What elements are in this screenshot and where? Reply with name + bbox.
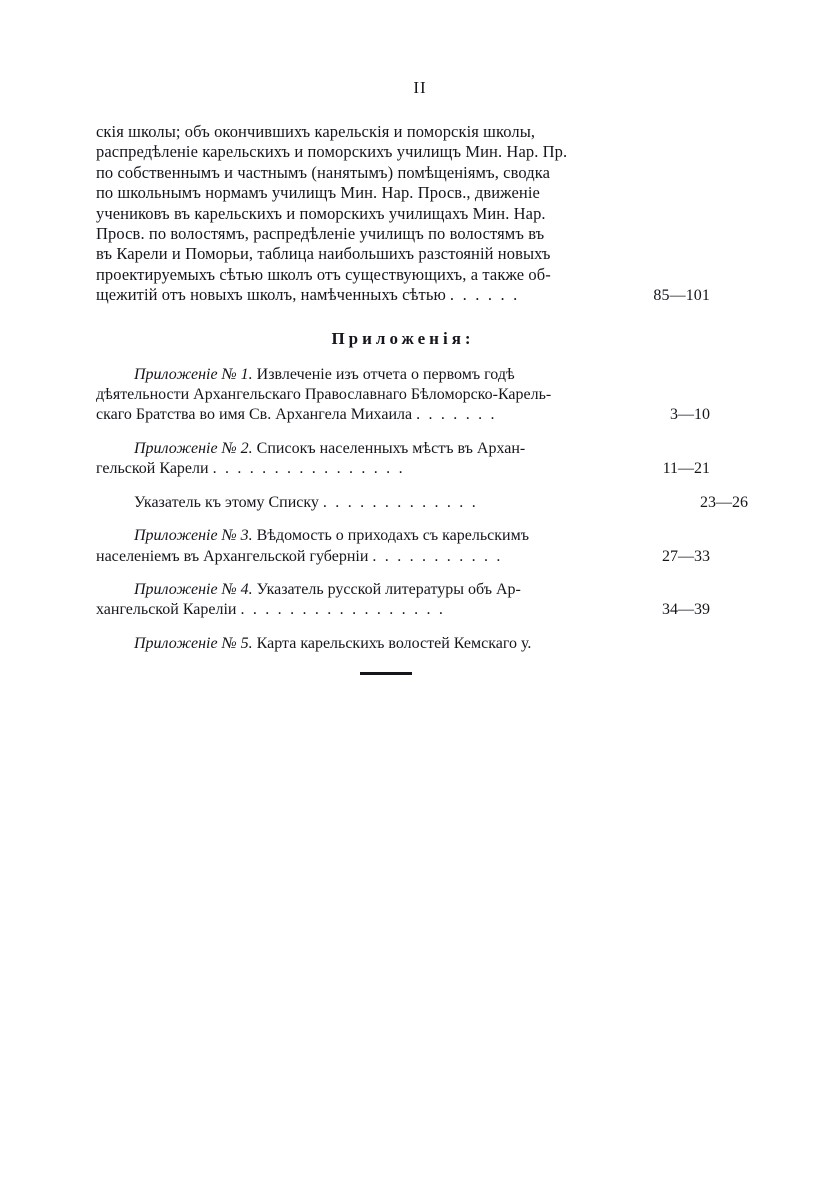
page-range: 34—39 [662,601,710,619]
entry-last-line [96,600,710,620]
paragraph-line [96,142,710,162]
list-item[interactable] [96,634,710,654]
section-divider [360,672,412,675]
page-range: 3—10 [670,406,710,424]
entry-middle-line [96,385,710,405]
paragraph-last-line [96,285,710,306]
paragraph-line [96,204,710,224]
list-item[interactable] [96,365,710,426]
paragraph-line-text: по школьнымъ нормамъ училищъ Мин. Нар. Просв., движеніе [96,183,540,203]
entry-last-line [96,459,710,479]
entry-title-start: Указатель русской литературы объ Ар- [256,580,521,598]
entry-first-line [96,580,748,600]
entry-title-start: Списокъ населенныхъ мѣстъ въ Архан- [256,439,526,457]
entry-last-line [96,493,748,513]
entry-last-line [96,405,710,425]
entry-label: Приложеніе № 2. [134,439,253,457]
page-range: 23—26 [700,493,748,511]
page-content [96,122,748,667]
entry-label: Приложеніе № 3. [134,527,253,545]
paragraph-line-text: въ Карели и Поморьи, таблица наибольшихъ разстояній новыхъ [96,244,551,264]
entry-first-line [96,526,748,546]
paragraph-line-text: по собственнымъ и частнымъ (нанятымъ) помѣщеніямъ, сводка [96,162,551,182]
entry-first-line [96,365,748,385]
list-item[interactable] [96,580,710,621]
dot-leader: . . . . . . [449,285,520,305]
entry-title-end: населеніемъ въ Архангельской губерніи [96,547,369,565]
entry-label: Приложеніе № 5. [134,634,253,652]
paragraph-line-text: проектируемыхъ сѣтью школъ отъ существующихъ, а также об- [96,264,551,284]
paragraph-line [96,163,710,183]
list-item[interactable] [96,439,710,480]
paragraph-line [96,183,710,203]
appendices-heading: Приложенія: [331,328,475,348]
entry-first-line [96,439,748,459]
entry-title-start: Извлеченіе изъ отчета о первомъ годѣ [256,365,515,383]
intro-paragraph [96,122,710,307]
paragraph-line-text: распредѣленіе карельскихъ и поморскихъ училищъ Мин. Нар. Пр. [96,142,568,162]
paragraph-line-text: скія школы; объ окончившихъ карельскія и поморскія школы, [96,122,536,141]
paragraph-line-text: щежитій отъ новыхъ школъ, намѣченныхъ сѣтью [96,285,446,305]
entry-title-start: Указатель къ этому Списку [134,493,319,511]
paragraph-line [96,265,710,285]
paragraph-line-text: Просв. по волостямъ, распредѣленіе училищъ по волостямъ въ [96,224,545,244]
paragraph-line [96,122,710,142]
paragraph-line [96,224,710,244]
dot-leader: . . . . . . . . . . . . . . . . [212,460,405,478]
entry-title-end: скаго Братства во имя Св. Архангела Михаила [96,406,413,424]
entry-last-line [96,547,710,567]
entry-title-start: Карта карельскихъ волостей Кемскаго у. [256,634,532,652]
paragraph-line-text: учениковъ въ карельскихъ и поморскихъ училищахъ Мин. Нар. [96,203,546,223]
page-range: 11—21 [662,460,710,478]
page-folio: II [413,78,427,97]
dot-leader: . . . . . . . [416,406,497,424]
entry-title-cont: дѣятельности Архангельскаго Православнаго Бѣломорско-Карель- [96,386,552,404]
entry-title-start: Вѣдомость о приходахъ съ карельскимъ [256,527,529,545]
entry-label: Приложеніе № 4. [134,580,253,598]
entry-first-line [96,634,748,654]
dot-leader: . . . . . . . . . . . [372,547,503,565]
list-item[interactable] [96,526,710,567]
paragraph-line [96,244,710,264]
entry-label: Приложеніе № 1. [134,365,253,383]
appendices-list [96,365,748,654]
page-range: 85—101 [653,287,710,305]
dot-leader: . . . . . . . . . . . . . . . . . [240,601,446,619]
entry-title-end: хангельской Кареліи [96,601,237,619]
list-item[interactable] [96,493,748,513]
entry-title-end: гельской Карели [96,460,209,478]
dot-leader: . . . . . . . . . . . . . [322,493,478,511]
page-range: 27—33 [662,547,710,565]
